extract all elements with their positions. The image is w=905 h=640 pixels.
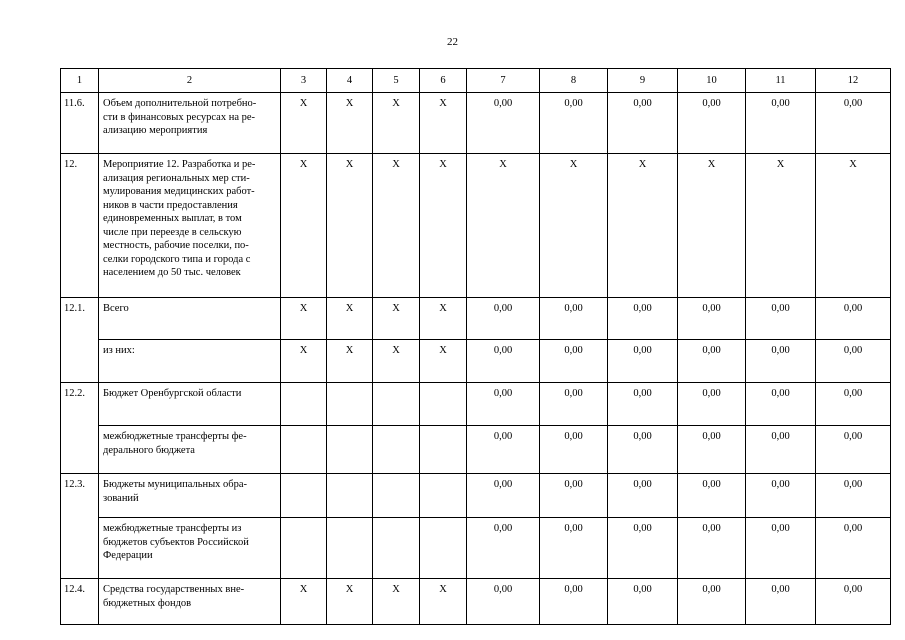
value-cell: 0,00 xyxy=(467,426,540,474)
row-description xyxy=(99,298,281,340)
value-cell: X xyxy=(327,298,373,340)
row-description xyxy=(99,93,281,154)
value-cell: X xyxy=(327,579,373,625)
value-cell: 0,00 xyxy=(678,383,746,426)
value-cell: X xyxy=(420,340,467,383)
description-line: Федерации xyxy=(103,550,153,561)
description-line: межбюджетные трансферты из xyxy=(103,523,242,534)
value-cell: 0,00 xyxy=(540,426,608,474)
row-number: 12.4. xyxy=(61,579,99,625)
value-cell: 0,00 xyxy=(746,579,816,625)
value-cell: 0,00 xyxy=(467,298,540,340)
description-line: дерального бюджета xyxy=(103,444,195,456)
value-cell: X xyxy=(327,340,373,383)
value-cell: 0,00 xyxy=(467,474,540,518)
value-cell: 0,00 xyxy=(746,426,816,474)
value-cell: 0,00 xyxy=(816,340,891,383)
table-row xyxy=(61,579,891,625)
description-line: Бюджеты муниципальных обра- xyxy=(103,479,248,490)
row-description xyxy=(99,579,281,625)
description-line: бюджетных фондов xyxy=(103,597,192,609)
value-cell xyxy=(373,518,420,579)
description-line: Объем дополнительной потребно- xyxy=(103,98,257,109)
value-cell: 0,00 xyxy=(467,518,540,579)
column-header: 12 xyxy=(816,69,891,93)
description-line: межбюджетные трансферты фе- xyxy=(103,431,247,442)
row-description xyxy=(99,426,281,474)
description-line: местность, рабочие поселки, по- xyxy=(103,240,249,251)
value-cell: X xyxy=(281,93,327,154)
table-row xyxy=(61,518,891,579)
row-number: 11.6. xyxy=(61,93,99,154)
column-header: 4 xyxy=(327,69,373,93)
description-line: единовременных выплат, в том xyxy=(103,213,242,224)
value-cell: 0,00 xyxy=(816,383,891,426)
row-description xyxy=(99,154,281,298)
value-cell: 0,00 xyxy=(816,93,891,154)
value-cell: 0,00 xyxy=(540,340,608,383)
value-cell xyxy=(420,383,467,426)
description-line: Всего xyxy=(103,303,129,314)
value-cell: 0,00 xyxy=(816,298,891,340)
row-description xyxy=(99,474,281,518)
value-cell: 0,00 xyxy=(540,383,608,426)
value-cell xyxy=(373,383,420,426)
value-cell: X xyxy=(420,579,467,625)
value-cell: 0,00 xyxy=(608,426,678,474)
row-number: 12. xyxy=(61,154,99,298)
description-line: Средства государственных вне- xyxy=(103,584,245,595)
value-cell: X xyxy=(816,154,891,298)
description-line: ализация региональных мер сти- xyxy=(103,172,250,184)
value-cell: X xyxy=(678,154,746,298)
budget-table xyxy=(60,68,891,625)
column-header: 3 xyxy=(281,69,327,93)
description-line: населением до 50 тыс. человек xyxy=(103,267,241,278)
value-cell: X xyxy=(540,154,608,298)
value-cell: 0,00 xyxy=(678,340,746,383)
description-line: зований xyxy=(103,492,139,504)
value-cell: 0,00 xyxy=(746,383,816,426)
value-cell: 0,00 xyxy=(678,518,746,579)
value-cell: 0,00 xyxy=(467,93,540,154)
value-cell: 0,00 xyxy=(540,93,608,154)
column-header: 5 xyxy=(373,69,420,93)
value-cell: 0,00 xyxy=(816,474,891,518)
page-number: 22 xyxy=(447,36,458,48)
value-cell xyxy=(327,518,373,579)
value-cell: 0,00 xyxy=(678,426,746,474)
description-line: Бюджет Оренбургской области xyxy=(103,388,242,399)
table-row xyxy=(61,426,891,474)
description-line: числе при переезде в сельскую xyxy=(103,226,242,238)
value-cell: X xyxy=(373,154,420,298)
value-cell: X xyxy=(281,340,327,383)
value-cell: 0,00 xyxy=(608,298,678,340)
value-cell xyxy=(327,426,373,474)
value-cell: 0,00 xyxy=(746,298,816,340)
value-cell: X xyxy=(281,154,327,298)
value-cell: 0,00 xyxy=(816,579,891,625)
value-cell: X xyxy=(420,93,467,154)
row-number: 12.2. xyxy=(61,383,99,474)
value-cell: 0,00 xyxy=(467,383,540,426)
value-cell xyxy=(327,383,373,426)
description-line: бюджетов субъектов Российской xyxy=(103,536,249,548)
value-cell xyxy=(373,426,420,474)
value-cell: 0,00 xyxy=(678,298,746,340)
value-cell xyxy=(420,474,467,518)
value-cell: 0,00 xyxy=(608,579,678,625)
value-cell: 0,00 xyxy=(746,340,816,383)
value-cell: X xyxy=(281,298,327,340)
column-header: 11 xyxy=(746,69,816,93)
column-header: 2 xyxy=(99,69,281,93)
row-description xyxy=(99,340,281,383)
value-cell: 0,00 xyxy=(540,298,608,340)
column-header: 9 xyxy=(608,69,678,93)
value-cell: X xyxy=(373,93,420,154)
value-cell: X xyxy=(420,154,467,298)
value-cell: X xyxy=(327,93,373,154)
value-cell xyxy=(373,474,420,518)
table-row xyxy=(61,383,891,426)
value-cell: 0,00 xyxy=(678,474,746,518)
value-cell: 0,00 xyxy=(608,340,678,383)
table-row xyxy=(61,93,891,154)
description-line: из них: xyxy=(103,345,135,356)
value-cell: X xyxy=(746,154,816,298)
description-line: ализацию мероприятия xyxy=(103,125,208,136)
table-row xyxy=(61,340,891,383)
value-cell xyxy=(327,474,373,518)
row-description xyxy=(99,383,281,426)
description-line: мулирования медицинских работ- xyxy=(103,186,255,197)
value-cell xyxy=(281,474,327,518)
row-number: 12.1. xyxy=(61,298,99,383)
value-cell: 0,00 xyxy=(746,93,816,154)
value-cell xyxy=(281,426,327,474)
row-description xyxy=(99,518,281,579)
value-cell: 0,00 xyxy=(746,518,816,579)
value-cell: 0,00 xyxy=(608,474,678,518)
value-cell xyxy=(420,426,467,474)
table-row xyxy=(61,154,891,298)
description-line: сти в финансовых ресурсах на ре- xyxy=(103,111,256,123)
value-cell: X xyxy=(281,579,327,625)
value-cell: 0,00 xyxy=(608,518,678,579)
value-cell xyxy=(420,518,467,579)
description-line: ников в части предоставления xyxy=(103,199,238,211)
value-cell: 0,00 xyxy=(540,579,608,625)
value-cell: X xyxy=(373,579,420,625)
column-header: 7 xyxy=(467,69,540,93)
column-header: 6 xyxy=(420,69,467,93)
table-row xyxy=(61,474,891,518)
value-cell: X xyxy=(467,154,540,298)
value-cell: X xyxy=(608,154,678,298)
value-cell: X xyxy=(373,340,420,383)
value-cell: 0,00 xyxy=(467,340,540,383)
column-header: 1 xyxy=(61,69,99,93)
value-cell: 0,00 xyxy=(540,474,608,518)
value-cell xyxy=(281,383,327,426)
description-line: селки городского типа и города с xyxy=(103,253,251,265)
column-header: 8 xyxy=(540,69,608,93)
value-cell: X xyxy=(420,298,467,340)
table-row xyxy=(61,298,891,340)
description-line: Мероприятие 12. Разработка и ре- xyxy=(103,159,256,170)
value-cell: 0,00 xyxy=(678,93,746,154)
value-cell: 0,00 xyxy=(467,579,540,625)
value-cell xyxy=(281,518,327,579)
value-cell: X xyxy=(373,298,420,340)
value-cell: X xyxy=(327,154,373,298)
row-number: 12.3. xyxy=(61,474,99,579)
value-cell: 0,00 xyxy=(816,518,891,579)
header-row xyxy=(61,69,891,93)
value-cell: 0,00 xyxy=(608,93,678,154)
column-header: 10 xyxy=(678,69,746,93)
value-cell: 0,00 xyxy=(816,426,891,474)
value-cell: 0,00 xyxy=(746,474,816,518)
value-cell: 0,00 xyxy=(678,579,746,625)
value-cell: 0,00 xyxy=(608,383,678,426)
value-cell: 0,00 xyxy=(540,518,608,579)
